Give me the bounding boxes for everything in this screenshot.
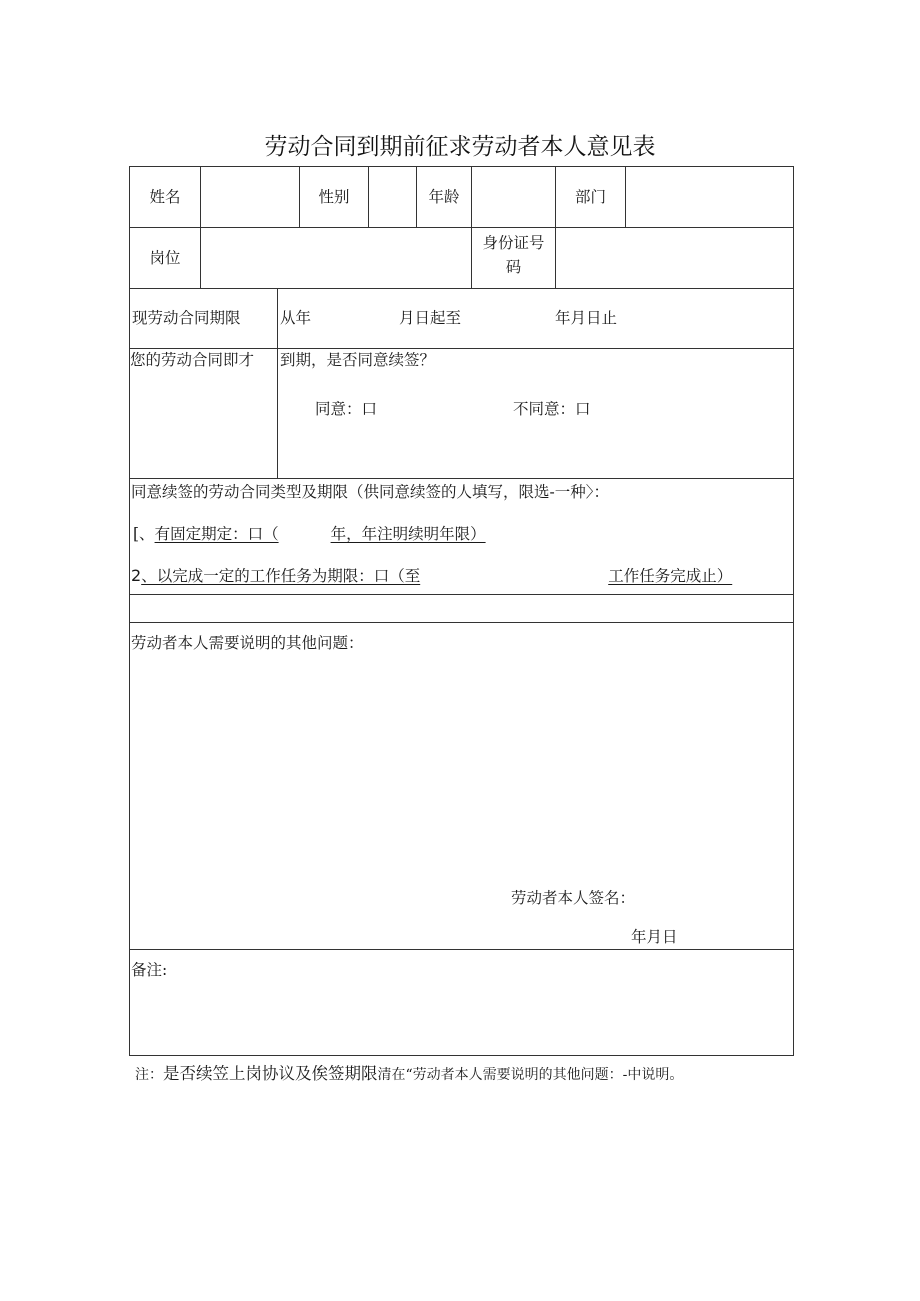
table-rule <box>129 478 794 479</box>
table-border-left <box>129 166 130 1055</box>
footnote-text: 清在“劳动者本人需要说明的其他问题：-中说明。 <box>377 1067 684 1083</box>
table-rule <box>129 594 794 595</box>
task-term-option[interactable] <box>131 566 732 586</box>
fixed-term-option[interactable] <box>133 524 486 544</box>
gender-label: 性别 <box>318 188 350 206</box>
table-col-rule <box>277 288 278 478</box>
renewal-question: 到期，是否同意续签？ <box>280 351 436 369</box>
id-number-label: 身份证号 <box>482 234 545 252</box>
signature-date: 年月日 <box>631 928 678 946</box>
contract-term-label: 现劳动合同期限 <box>132 309 241 327</box>
table-rule <box>129 227 794 228</box>
remarks-label: 备注: <box>131 961 168 979</box>
table-rule <box>129 622 794 623</box>
table-border-top <box>129 166 794 167</box>
name-label: 姓名 <box>149 188 181 206</box>
contract-type-header: 同意续签的劳动合同类型及期限（供同意续签的人填写，限选-一种〉： <box>131 483 609 501</box>
footnote-bold: 是否续笠上岗协议及俟签期限 <box>163 1064 378 1083</box>
table-rule <box>129 949 794 950</box>
table-rule <box>129 348 794 349</box>
age-label: 年龄 <box>428 188 460 206</box>
renewal-question-label: 您的劳动合同即才 <box>130 351 255 369</box>
table-border-bottom <box>129 1055 794 1056</box>
post-label: 岗位 <box>149 249 181 267</box>
id-number-label-cont: 码 <box>505 258 522 276</box>
disagree-checkbox[interactable]: 不同意：口 <box>513 400 591 418</box>
agree-checkbox[interactable]: 同意：口 <box>315 400 378 418</box>
option-2-text: 、以完成一定的工作任务为期限：口（至 工作任务完成止） <box>141 567 733 585</box>
table-col-rule <box>200 166 201 288</box>
table-col-rule <box>555 166 556 288</box>
table-col-rule <box>368 166 369 227</box>
table-border-right <box>793 166 794 1055</box>
option-1-text: 有固定期定：口（ 年，年注明续明年限） <box>154 525 486 543</box>
table-col-rule <box>625 166 626 227</box>
contract-term-end: 年月日止 <box>555 309 618 327</box>
table-rule <box>129 288 794 289</box>
form-title: 劳动合同到期前征求劳动者本人意见表 <box>264 134 656 160</box>
signature-label: 劳动者本人签名： <box>511 889 636 907</box>
option-2-prefix: 2 <box>131 566 142 585</box>
contract-term-start: 月日起至 <box>399 309 462 327</box>
footnote-prefix: 注： <box>135 1067 163 1083</box>
contract-term-from: 从年 <box>280 309 312 327</box>
footnote <box>135 1064 683 1085</box>
option-1-prefix: [、 <box>133 525 155 543</box>
other-issues-label: 劳动者本人需要说明的其他问题： <box>131 634 364 652</box>
dept-label: 部门 <box>574 188 606 206</box>
